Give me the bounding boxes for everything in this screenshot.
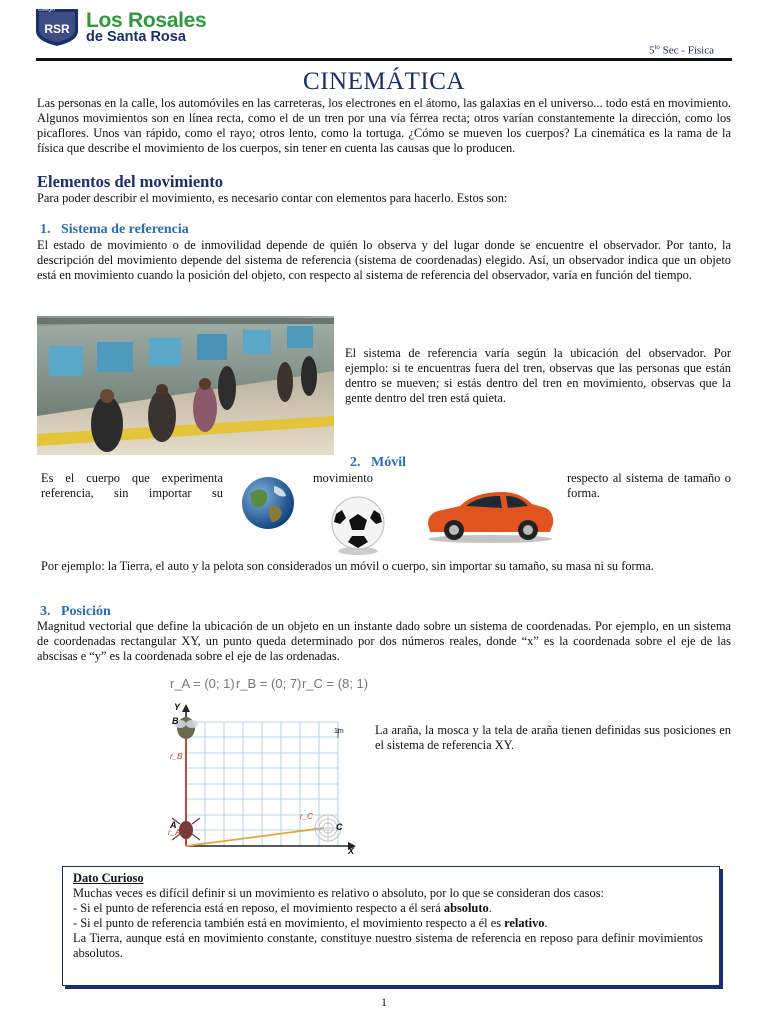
section-heading-movil <box>350 455 406 471</box>
car-image <box>424 486 556 549</box>
section-number: 3. <box>40 604 51 619</box>
coordinate-grid <box>164 700 364 860</box>
equation-c: r_C = (8; 1) <box>302 676 369 691</box>
vector-a-label: r_A <box>168 828 181 837</box>
earth-image <box>240 476 298 537</box>
movil-example: Por ejemplo: la Tierra, el auto y la pelota son considerados un móvil o cuerpo, sin importar su tamaño, su masa ni su forma. <box>41 559 654 573</box>
scale-label: 1m <box>334 728 344 735</box>
intro-paragraph: Las personas en la calle, los automóviles en las carreteras, los electrones en el átomo, las galaxias en el universo... todo está en movimiento. Algunos movimientos son en línea recta, como el de un tren por una vía férrea recta; otros varían constantemente la dirección, como los picaflores. Unos van rápido, como el rayo; otros lento, como la tortuga. ¿Cómo se mueven los cuerpos? La cinemática es la rama de la física que describe el movimiento de los cuerpos, sin tener en cuenta las causas que lo producen. <box>37 96 731 155</box>
school-logo <box>34 7 80 47</box>
axis-y-label: Y <box>174 702 181 712</box>
coordinate-diagram <box>164 700 364 860</box>
logo-initials: RSR <box>44 22 70 36</box>
soccer-ball-image <box>330 496 386 561</box>
logo-small-text: Colegio <box>38 7 55 13</box>
movil-middle-text: movimiento <box>313 471 373 485</box>
train-caption: El sistema de referencia varía según la ubicación del observador. Por ejemplo: si te encuentras fuera del tren, observas que las personas que están dentro se mueven; si estás dentro del tren en movimiento, observas que la gente dentro del tren está quieta. <box>345 346 731 405</box>
section-heading-posicion <box>40 604 111 620</box>
elementos-intro: Para poder describir el movimiento, es necesario contar con elementos para hacerlo. Estos son: <box>37 191 508 205</box>
equation-a: r_A = (0; 1) <box>170 676 235 691</box>
movil-left-text: Es el cuerpo que experimenta referencia, sin importar su <box>41 471 223 500</box>
fun-fact-case-absolute: - Si el punto de referencia está en reposo, el movimiento respecto a él será absoluto. <box>73 901 492 915</box>
fun-fact-box <box>62 866 720 986</box>
axis-x-label: X <box>348 846 355 856</box>
grade-subject: $5^{to}$ Sec - Física <box>648 43 714 57</box>
movil-right-text: respecto al sistema de tamaño o forma. <box>567 471 731 500</box>
header-rule <box>36 58 732 61</box>
train-photo <box>37 316 334 455</box>
point-a-label: A <box>170 820 177 830</box>
page-title: CINEMÁTICA <box>303 68 465 95</box>
diagram-caption: La araña, la mosca y la tela de araña tienen definidas sus posiciones en el sistema de referencia XY. <box>375 723 731 752</box>
vector-c-label: r_C <box>300 812 313 821</box>
section-heading-elementos: Elementos del movimiento <box>37 172 224 191</box>
equation-b: r_B = (0; 7) <box>236 676 302 691</box>
section-title: Sistema de referencia <box>61 222 189 237</box>
section-title: Posición <box>61 604 111 619</box>
fun-fact-title: Dato Curioso <box>73 871 144 885</box>
sistema-paragraph: El estado de movimiento o de inmovilidad depende de quién lo observa y del lugar donde se encuentre el observador. Por tanto, la descripción del movimiento depende del sistema de referencia (sistema de coordenadas) elegido. Así, un observador indica que un objeto está en movimiento cuando la posición del objeto, con respecto al sistema de referencia del observador, varía en función del tiempo. <box>37 238 731 282</box>
posicion-paragraph: Magnitud vectorial que define la ubicación de un objeto en un instante dado sobre un sistema de coordenadas. Por ejemplo, en un sistema de coordenadas rectangular XY, un punto queda determinado por dos números reales, donde “x” es la coordenada sobre el eje de las abscisas e “y” es la coordenada sobre el eje de las ordenadas. <box>37 619 731 663</box>
point-b-label: B <box>172 716 179 726</box>
fun-fact-case-relative: - Si el punto de referencia también está en movimiento, el movimiento respecto a él es relativo. <box>73 916 548 930</box>
fun-fact-line: Muchas veces es difícil definir si un movimiento es relativo o absoluto, por lo que se consideran dos casos: <box>73 886 604 900</box>
page-number: 1 <box>381 995 387 1009</box>
section-number: 1. <box>40 222 51 237</box>
vector-b-label: r_B <box>170 752 183 761</box>
section-title: Móvil <box>371 455 406 470</box>
logo-name-line2: de Santa Rosa <box>86 29 186 45</box>
point-c-label: C <box>336 822 343 832</box>
logo-name-line1: Los Rosales <box>86 9 207 32</box>
section-number: 2. <box>350 455 361 470</box>
fun-fact-line: La Tierra, aunque está en movimiento constante, constituye nuestro sistema de referencia en reposo para definir movimientos absolutos. <box>73 931 703 960</box>
section-heading-sistema <box>40 222 189 238</box>
